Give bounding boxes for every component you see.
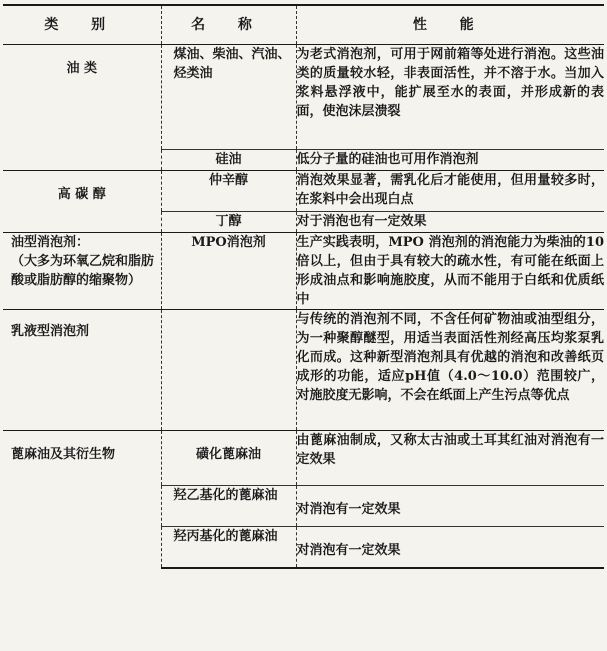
header-category: 类 别 [3, 5, 161, 45]
property-butanol: 对于消泡也有一定效果 [296, 212, 604, 233]
table-row [3, 233, 604, 310]
name-mpo: MPO消泡剂 [161, 233, 296, 310]
name-silicone: 硅油 [161, 150, 296, 171]
name-emulsion [161, 310, 296, 431]
name-hydroxypropyl: 羟丙基化的蓖麻油 [161, 527, 296, 569]
name-butanol: 丁醇 [161, 212, 296, 233]
table-row [3, 431, 604, 486]
property-hydroxypropyl: 对消泡有一定效果 [296, 527, 604, 569]
property-sulfonated: 由蓖麻油制成，又称太古油或土耳其红油对消泡有一定效果 [296, 431, 604, 486]
category-emulsion: 乳液型消泡剂 [3, 310, 161, 431]
table-row [3, 171, 604, 212]
name-hydroxyethyl: 羟乙基化的蓖麻油 [161, 486, 296, 527]
property-mpo: 生产实践表明，MPO 消泡剂的消泡能力为柴油的10倍以上，但由于具有较大的疏水性，有可能在纸面上形成油点和影响施胶度，从而不能用于白纸和优质纸中 [296, 233, 604, 310]
name-octanol: 仲辛醇 [161, 171, 296, 212]
category-oil: 油 类 [3, 45, 161, 171]
name-kerosene: 煤油、柴油、汽油、烃类油 [161, 45, 296, 150]
category-alcohol: 高 碳 醇 [3, 171, 161, 233]
category-castor: 蓖麻油及其衍生物 [3, 431, 161, 569]
defoamer-table [3, 4, 604, 569]
property-octanol: 消泡效果显著，需乳化后才能使用，但用量较多时，在浆料中会出现白点 [296, 171, 604, 212]
header-name: 名 称 [161, 5, 296, 45]
category-oiltype-label: 油型消泡剂： [11, 235, 90, 250]
table-row [3, 45, 604, 150]
property-hydroxyethyl: 对消泡有一定效果 [296, 486, 604, 527]
table-row [3, 310, 604, 431]
property-silicone: 低分子量的硅油也可用作消泡剂 [296, 150, 604, 171]
property-emulsion: 与传统的消泡剂不同，不含任何矿物油或油型组分，为一种聚醇醚型，用适当表面活性剂经高压均浆泵乳化而成。这种新型消泡剂具有优越的消泡和改善纸页成形的功能，适应pH值（4.0～10.0）范围较广，对施胶度无影响，不会在纸面上产生污点等优点 [296, 310, 604, 431]
property-kerosene: 为老式消泡剂，可用于网前箱等处进行消泡。这些油类的质量较水轻，非表面活性，并不溶于水。当加入浆料悬浮液中，能扩展至水的表面，并形成新的表面，使泡沫层溃裂 [296, 45, 604, 150]
header-property: 性 能 [296, 5, 604, 45]
name-sulfonated: 磺化蓖麻油 [161, 431, 296, 486]
category-oiltype-note: （大多为环氧乙烷和脂肪酸或脂肪醇的缩聚物） [11, 254, 155, 288]
category-oiltype [3, 233, 161, 310]
table-header-row [3, 5, 604, 45]
